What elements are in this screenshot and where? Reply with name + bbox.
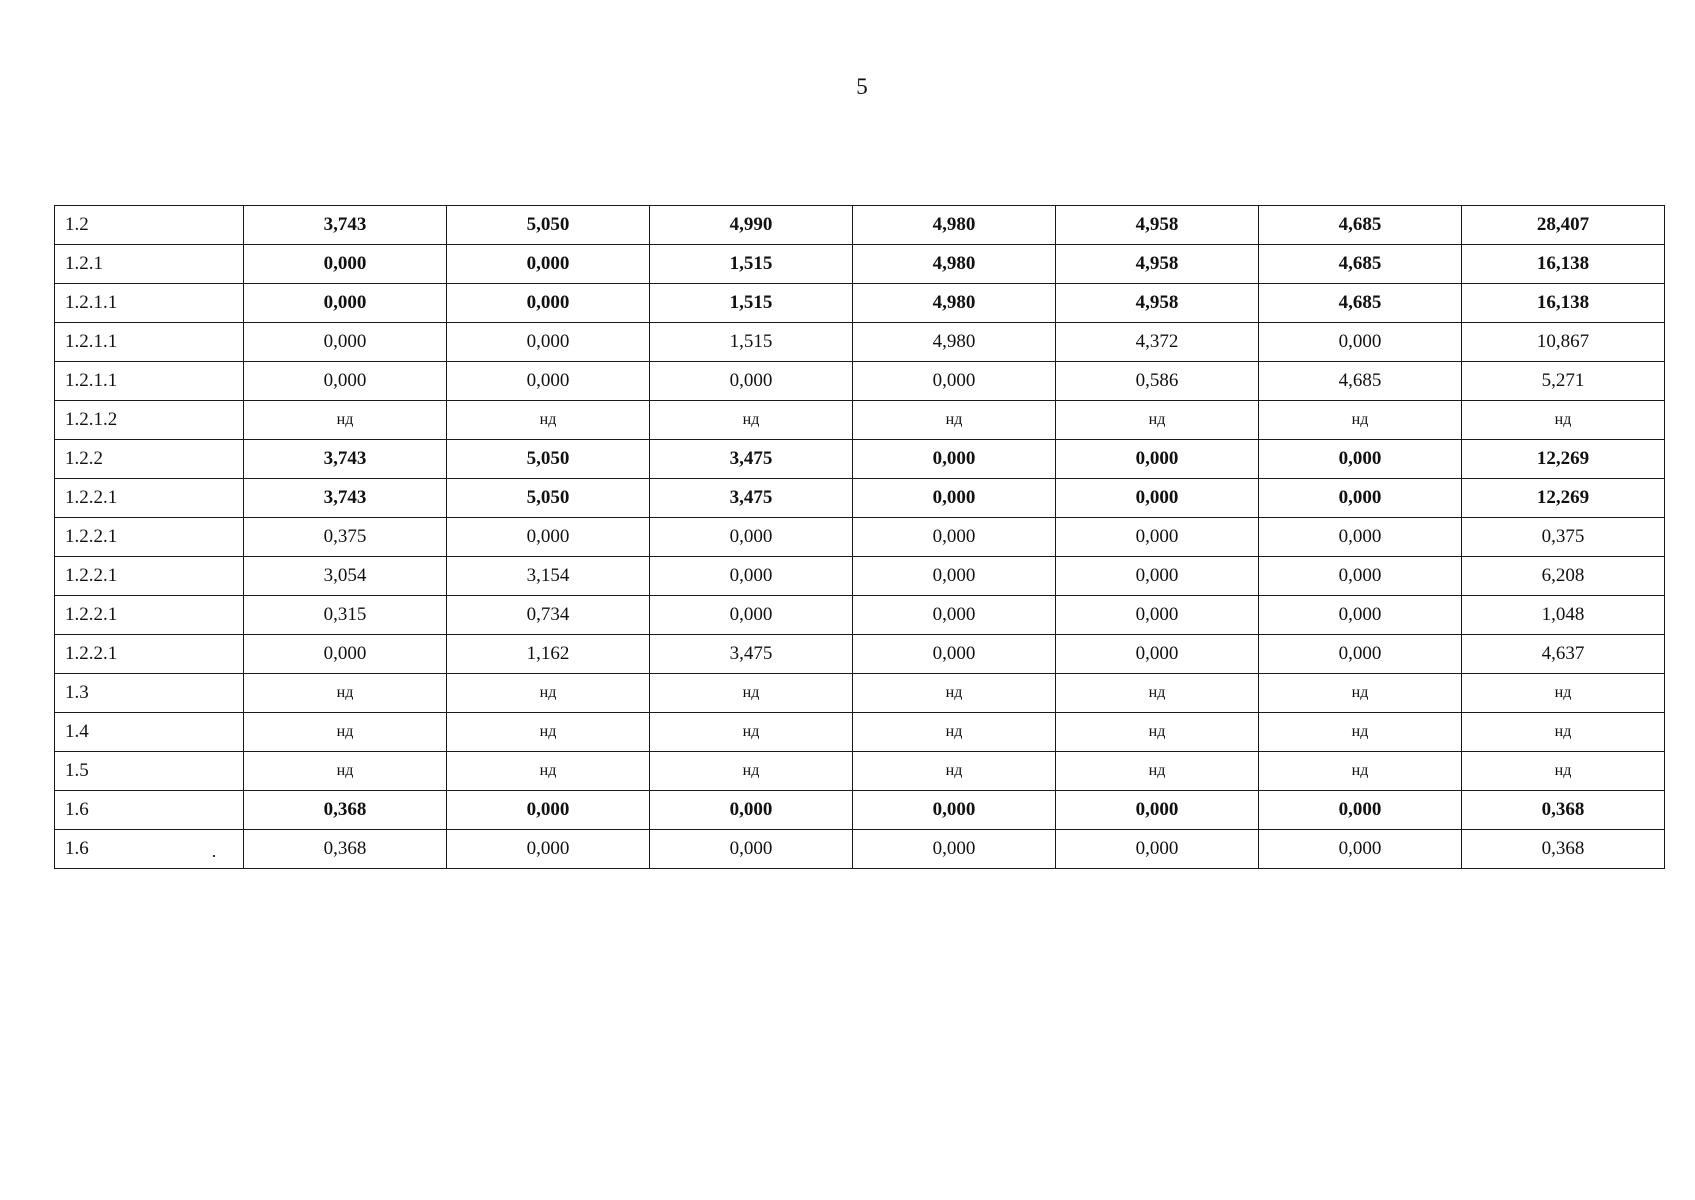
table-row xyxy=(55,752,1665,791)
value-cell: 0,368 xyxy=(1462,830,1665,869)
value-cell: нд xyxy=(1056,401,1259,440)
row-code-cell: 1.2.2.1 xyxy=(55,479,244,518)
row-code-cell: 1.2.1.2 xyxy=(55,401,244,440)
value-cell: 0,000 xyxy=(1259,596,1462,635)
value-cell: 1,162 xyxy=(447,635,650,674)
row-code-cell: 1.6 xyxy=(55,791,244,830)
value-cell: 0,000 xyxy=(853,791,1056,830)
value-cell: 16,138 xyxy=(1462,245,1665,284)
value-cell: нд xyxy=(447,674,650,713)
page-number: 5 xyxy=(856,74,868,99)
table-row xyxy=(55,323,1665,362)
table-row xyxy=(55,635,1665,674)
value-cell: 12,269 xyxy=(1462,479,1665,518)
value-cell: 0,000 xyxy=(1259,479,1462,518)
value-cell: нд xyxy=(853,674,1056,713)
value-cell: 3,475 xyxy=(650,440,853,479)
value-cell: 5,271 xyxy=(1462,362,1665,401)
value-cell: 0,368 xyxy=(244,830,447,869)
value-cell: 6,208 xyxy=(1462,557,1665,596)
value-cell: 0,000 xyxy=(1259,557,1462,596)
value-cell: нд xyxy=(853,713,1056,752)
row-code-cell: 1.3 xyxy=(55,674,244,713)
row-code-cell: 1.2.1.1 xyxy=(55,323,244,362)
value-cell: 0,000 xyxy=(1056,791,1259,830)
value-cell: 0,000 xyxy=(853,518,1056,557)
value-cell: 0,000 xyxy=(853,635,1056,674)
value-cell: нд xyxy=(650,713,853,752)
value-cell: 0,000 xyxy=(244,245,447,284)
value-cell: 5,050 xyxy=(447,440,650,479)
row-code-cell: 1.2.2.1 xyxy=(55,557,244,596)
value-cell: 0,000 xyxy=(244,362,447,401)
value-cell: 0,000 xyxy=(650,518,853,557)
value-cell: нд xyxy=(1259,401,1462,440)
table-row xyxy=(55,518,1665,557)
value-cell: 0,734 xyxy=(447,596,650,635)
value-cell: 0,000 xyxy=(853,596,1056,635)
value-cell: нд xyxy=(1259,674,1462,713)
value-cell: нд xyxy=(1259,713,1462,752)
value-cell: 0,000 xyxy=(244,323,447,362)
value-cell: 4,980 xyxy=(853,284,1056,323)
value-cell: нд xyxy=(650,401,853,440)
value-cell: 0,000 xyxy=(650,830,853,869)
value-cell: 3,154 xyxy=(447,557,650,596)
value-cell: нд xyxy=(1462,674,1665,713)
value-cell: 0,000 xyxy=(1259,635,1462,674)
table-row xyxy=(55,596,1665,635)
value-cell: 0,375 xyxy=(1462,518,1665,557)
value-cell: 1,515 xyxy=(650,245,853,284)
data-table xyxy=(54,205,1665,869)
table-row xyxy=(55,713,1665,752)
value-cell: 0,000 xyxy=(853,830,1056,869)
value-cell: 0,368 xyxy=(244,791,447,830)
value-cell: 10,867 xyxy=(1462,323,1665,362)
table-row xyxy=(55,284,1665,323)
row-code-cell: 1.2.2.1 xyxy=(55,635,244,674)
value-cell: 0,000 xyxy=(447,245,650,284)
value-cell: 12,269 xyxy=(1462,440,1665,479)
value-cell: 1,515 xyxy=(650,323,853,362)
value-cell: 0,000 xyxy=(447,323,650,362)
row-code-cell: 1.2.2 xyxy=(55,440,244,479)
value-cell: нд xyxy=(1056,674,1259,713)
value-cell: 4,637 xyxy=(1462,635,1665,674)
table-body xyxy=(55,206,1665,869)
value-cell: 0,000 xyxy=(1056,518,1259,557)
value-cell: 3,475 xyxy=(650,635,853,674)
table-row xyxy=(55,440,1665,479)
value-cell: 4,685 xyxy=(1259,245,1462,284)
value-cell: 4,685 xyxy=(1259,362,1462,401)
row-code-cell: 1.6 xyxy=(55,830,244,869)
value-cell: 0,000 xyxy=(1056,557,1259,596)
table-row xyxy=(55,206,1665,245)
value-cell: нд xyxy=(244,752,447,791)
value-cell: 4,958 xyxy=(1056,284,1259,323)
value-cell: 0,000 xyxy=(853,557,1056,596)
value-cell: 0,000 xyxy=(650,596,853,635)
value-cell: 0,000 xyxy=(1259,323,1462,362)
value-cell: 0,000 xyxy=(447,830,650,869)
value-cell: 3,475 xyxy=(650,479,853,518)
value-cell: 0,000 xyxy=(447,284,650,323)
row-code-cell: 1.5 xyxy=(55,752,244,791)
value-cell: 5,050 xyxy=(447,206,650,245)
value-cell: нд xyxy=(1056,752,1259,791)
value-cell: 0,000 xyxy=(1259,440,1462,479)
value-cell: 0,000 xyxy=(1056,596,1259,635)
value-cell: 3,743 xyxy=(244,440,447,479)
value-cell: нд xyxy=(650,752,853,791)
value-cell: 0,000 xyxy=(650,557,853,596)
value-cell: 28,407 xyxy=(1462,206,1665,245)
value-cell: 4,980 xyxy=(853,323,1056,362)
value-cell: 0,000 xyxy=(853,479,1056,518)
value-cell: 0,000 xyxy=(853,362,1056,401)
table-row xyxy=(55,791,1665,830)
value-cell: 0,000 xyxy=(650,791,853,830)
value-cell: 3,743 xyxy=(244,206,447,245)
value-cell: нд xyxy=(1462,752,1665,791)
value-cell: нд xyxy=(1056,713,1259,752)
value-cell: нд xyxy=(244,674,447,713)
value-cell: 0,368 xyxy=(1462,791,1665,830)
value-cell: 0,000 xyxy=(244,284,447,323)
value-cell: 0,000 xyxy=(1056,830,1259,869)
row-code-cell: 1.2.2.1 xyxy=(55,596,244,635)
value-cell: 1,515 xyxy=(650,284,853,323)
value-cell: 1,048 xyxy=(1462,596,1665,635)
table-row xyxy=(55,557,1665,596)
value-cell: 0,315 xyxy=(244,596,447,635)
value-cell: 4,958 xyxy=(1056,245,1259,284)
value-cell: 4,958 xyxy=(1056,206,1259,245)
value-cell: 0,000 xyxy=(447,362,650,401)
value-cell: 5,050 xyxy=(447,479,650,518)
table-row xyxy=(55,245,1665,284)
value-cell: 0,000 xyxy=(447,518,650,557)
value-cell: 4,980 xyxy=(853,206,1056,245)
value-cell: 3,054 xyxy=(244,557,447,596)
value-cell: 3,743 xyxy=(244,479,447,518)
value-cell: 4,372 xyxy=(1056,323,1259,362)
value-cell: нд xyxy=(1259,752,1462,791)
value-cell: нд xyxy=(853,401,1056,440)
value-cell: 0,000 xyxy=(853,440,1056,479)
value-cell: нд xyxy=(447,401,650,440)
value-cell: 0,000 xyxy=(1259,518,1462,557)
value-cell: 0,000 xyxy=(244,635,447,674)
row-code-cell: 1.4 xyxy=(55,713,244,752)
value-cell: 0,000 xyxy=(1056,440,1259,479)
table-row xyxy=(55,830,1665,869)
value-cell: 4,685 xyxy=(1259,284,1462,323)
value-cell: 4,980 xyxy=(853,245,1056,284)
value-cell: 0,000 xyxy=(1056,635,1259,674)
value-cell: нд xyxy=(447,752,650,791)
value-cell: 0,000 xyxy=(1259,791,1462,830)
value-cell: 4,685 xyxy=(1259,206,1462,245)
value-cell: 16,138 xyxy=(1462,284,1665,323)
stray-mark xyxy=(213,855,215,857)
value-cell: нд xyxy=(244,401,447,440)
value-cell: 0,000 xyxy=(1056,479,1259,518)
row-code-cell: 1.2.1 xyxy=(55,245,244,284)
value-cell: 0,375 xyxy=(244,518,447,557)
row-code-cell: 1.2.2.1 xyxy=(55,518,244,557)
table-row xyxy=(55,479,1665,518)
value-cell: нд xyxy=(1462,713,1665,752)
value-cell: 0,586 xyxy=(1056,362,1259,401)
table-row xyxy=(55,674,1665,713)
value-cell: нд xyxy=(244,713,447,752)
value-cell: нд xyxy=(650,674,853,713)
value-cell: нд xyxy=(853,752,1056,791)
value-cell: нд xyxy=(447,713,650,752)
value-cell: 4,990 xyxy=(650,206,853,245)
value-cell: 0,000 xyxy=(1259,830,1462,869)
value-cell: 0,000 xyxy=(650,362,853,401)
table-row xyxy=(55,401,1665,440)
row-code-cell: 1.2.1.1 xyxy=(55,362,244,401)
value-cell: нд xyxy=(1462,401,1665,440)
row-code-cell: 1.2.1.1 xyxy=(55,284,244,323)
value-cell: 0,000 xyxy=(447,791,650,830)
table-row xyxy=(55,362,1665,401)
row-code-cell: 1.2 xyxy=(55,206,244,245)
